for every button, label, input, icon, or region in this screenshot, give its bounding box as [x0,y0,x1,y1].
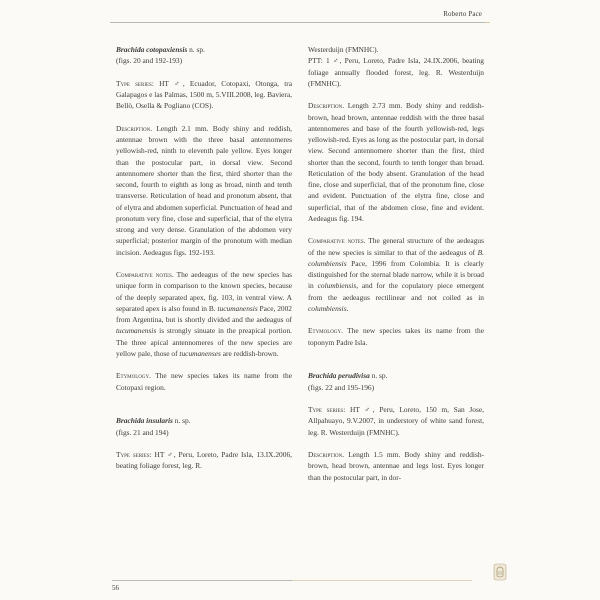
type-series-text: HT ♂, Peru, Loreto, Padre Isla, 13.IX.2006, beating foliage forest, leg. R. [116,450,292,471]
running-head: Roberto Pace [443,10,482,18]
type-series-paragraph [116,449,292,472]
comparative-notes-text: are reddish-brown. [220,348,279,358]
type-series-label: Type series: [308,405,346,414]
description-paragraph [116,123,292,258]
comparative-notes-label: Comparative notes. [308,236,366,246]
comparative-notes-paragraph [116,269,292,359]
species-heading [308,370,484,381]
description-paragraph [308,100,484,224]
type-series-continuation: Westerduijn (FMNHC). [308,45,379,54]
species-suffix: n. sp. [187,45,205,54]
type-series-label: Type series: [116,78,154,88]
species-epithet: tucumanensis [217,303,258,313]
species-suffix: n. sp. [369,371,388,381]
comparative-notes-paragraph [308,235,484,314]
comparative-notes-text: is strongly sinuate in the preapical portion. The three apical antennomeres of the new species are yellow pale, those of [116,326,292,358]
species-epithet: B. columbiensis [308,247,484,268]
page-number: 56 [112,584,119,592]
species-heading [116,415,292,426]
description-text: Length 2.1 mm. Body shiny and reddish, antennae brown with the three basal antennomeres yellowish-red, ninth to eleventh pale yellow. Eyes longer than the postocular part, in dorsal view. Second antennomere shorter than the first, third shorter than the second, fourth to eighth as long as broad, ninth and tenth transverse. Reticulation of head and pronotum absent, that of elytra and abdomen superficial. Punctuation of head and pronotum very fine, close and superficial, that of the elytra strong and very dense. Granulation of the abdomen very superficial; posterior margin of the pronotum with median incision. Aedeagus figs. 192-193. [116,123,292,257]
species-figs: (figs. 20 and 192-193) [116,56,183,66]
type-series-text: HT ♂, Ecuador, Cotopaxi, Otonga, tra Galapagos e las Palmas, 1500 m, 5.VIII.2008, leg. Baviera, Bellò, Osella & Pogliano (COS). [116,78,292,111]
description-text: Length 2.73 mm. Body shiny and reddish-brown, head brown, antennae reddish with the three basal antennomeres and base of the fourth yellowish-red, legs yellowish-red. Eyes as long as the postocular part, in dorsal view. Second antennomere shorter than the first, third shorter than the second, fourth to tenth longer than broad. Reticulation of the body absent. Granulation of the head fine, close and superficial, that of the pronotum fine, close and evident. Punctuation of the elytra fine, close and superficial, that of the abdomen close, fine and evident. Aedeagus fig. 194. [308,101,484,223]
species-epithet: tucumanensis [116,326,157,336]
etymology-paragraph [116,370,292,393]
type-series-text: HT ♂, Peru, Loreto, 150 m, San Jose, Allpahuayo, 9.V.2007, in understory of white sand forest, leg. R. Westerduijn (FMNHC). [308,405,484,437]
type-series-paragraph [308,404,484,438]
etymology-text: The new species takes its name from the toponym Padre Isla. [308,326,484,347]
species-epithet: tucumanenses [179,348,221,358]
description-label: Description. [308,101,345,111]
species-epithet: columbiensis [308,303,347,313]
comparative-notes-text: Pace, 2002 from Argentina, but is shortly divided and the aedeagus of [116,303,292,324]
comparative-notes-label: Comparative notes. [116,270,174,279]
etymology-paragraph [308,325,484,348]
right-column [308,44,484,483]
species-name: Brachida insularis [116,416,173,426]
header-rule [110,22,485,23]
species-name: Brachida cotopaxiensis [116,45,188,54]
comparative-notes-text: , and for the copulatory piece emergent from the aedeagus rectilinear and not coiled as in [308,281,484,302]
etymology-label: Etymology. [308,326,343,336]
species-name: Brachida perudivisa [308,371,370,381]
type-series-label: Type series: [116,450,152,459]
comparative-notes-text: The general structure of the aedeagus of the new species is similar to that of the aedeagus of [308,236,484,257]
species-figs: (figs. 21 and 194) [116,427,169,437]
comparative-notes-text: The aedeagus of the new species has unique form in comparison to the known species, because of the deeply separated apex, fig. 103, in ventral view. A separated apex is also found in B. [116,270,292,313]
type-series-paragraph [116,78,292,112]
header-accent-rule [485,22,490,23]
species-figs: (figs. 22 and 195-196) [308,382,375,392]
footer-accent-rule [292,580,472,581]
description-text: Length 1.5 mm. Body shiny and reddish-brown, head brown, antennae and legs lost. Eyes longer than the postocular part, in dor- [308,450,484,482]
species-suffix: n. sp. [172,416,191,426]
comparative-notes-text: . [346,303,349,313]
species-epithet: columbiensis [317,281,357,291]
description-label: Description. [116,123,153,133]
species-heading [116,44,292,55]
comparative-notes-text: Pace, 1996 from Colombia. It is clearly distinguished for the sternal blade narrow, while it is broad in [308,258,484,291]
description-paragraph [308,449,484,483]
footer-rule [112,580,292,581]
paratype-paragraph: PTT: 1 ♂, Peru, Loreto, Padre Isla, 24.IX.2006, beating foliage annually flooded forest, leg. R. Westerduijn (FMNHC). [308,56,484,88]
left-column [116,44,292,472]
etymology-label: Etymology. [116,371,151,381]
description-label: Description. [308,450,345,459]
etymology-text: The new species takes its name from the Cotopaxi region. [116,371,292,392]
journal-logo-icon [493,563,507,581]
